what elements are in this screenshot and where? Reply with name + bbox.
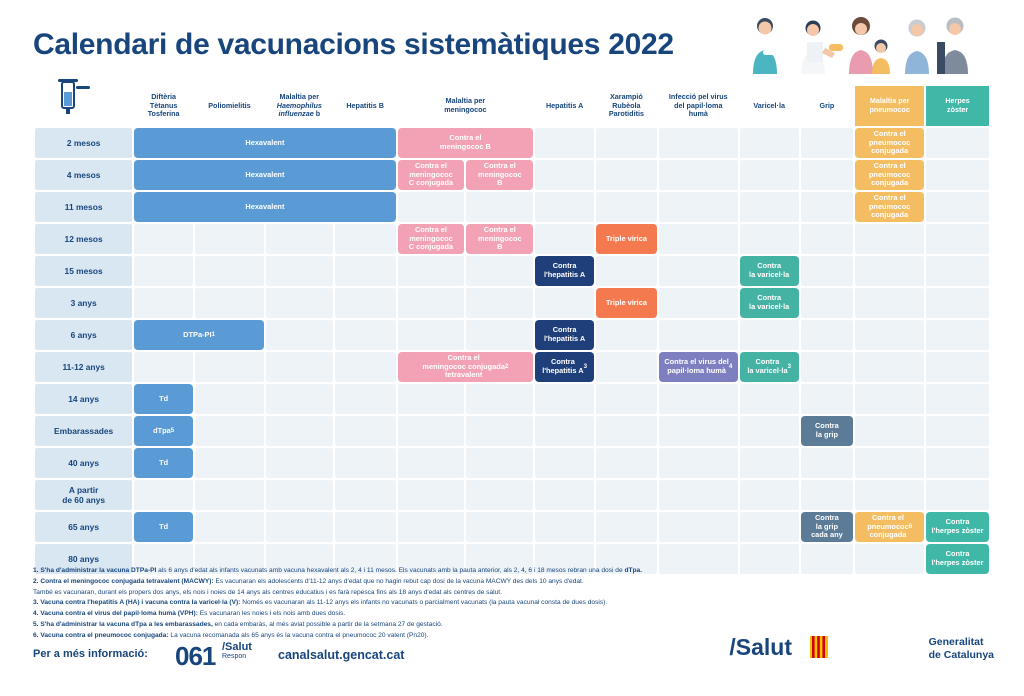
cell-meningo-b xyxy=(466,256,533,286)
cell-grip: Contra la grip xyxy=(801,416,854,446)
cell-meningo-b xyxy=(466,512,533,542)
cell-meningo-b xyxy=(466,192,533,222)
cell-polio xyxy=(195,512,264,542)
footnote-2: 2. Contra el meningococ conjugada tetravalent (MACWY): Es vacunaran els adolescents d'11-12 anys d'edat que no hagin rebut cap dosi de la vacuna MACWY des dels 10 anys d'edat. xyxy=(33,577,584,585)
cell-hib xyxy=(266,480,333,510)
cell-hepa xyxy=(535,160,594,190)
col-header-pneumo: Malaltia per pneumococ xyxy=(855,86,924,126)
cell-vph xyxy=(659,512,738,542)
cell-dtpa-pi: DTPa-PI 1 xyxy=(134,320,264,350)
cell-varicela xyxy=(740,416,799,446)
cell-polio xyxy=(195,352,264,382)
cell-hepb xyxy=(335,352,396,382)
cell-xrp xyxy=(596,512,657,542)
cell-meningo-b xyxy=(466,320,533,350)
cell-grip xyxy=(801,256,854,286)
cell-meningo-c xyxy=(398,192,465,222)
cell-vph xyxy=(659,480,738,510)
cell-meningo-c xyxy=(398,448,465,478)
table-row xyxy=(35,128,989,158)
cell-varicela xyxy=(740,192,799,222)
cell-meningo-b xyxy=(466,448,533,478)
cell-hepb xyxy=(335,416,396,446)
cell-hib xyxy=(266,256,333,286)
salut-respon-main: /Salut xyxy=(222,641,252,653)
cell-meningo-b: Contra el meningococ B xyxy=(466,224,533,254)
cell-polio xyxy=(195,224,264,254)
col-header-age xyxy=(35,86,132,126)
phone-number: 061 xyxy=(175,641,216,671)
cell-meningo-c xyxy=(398,416,465,446)
cell-hib xyxy=(266,448,333,478)
cell-grip xyxy=(801,544,854,574)
generalitat-line1: Generalitat xyxy=(928,636,984,648)
cell-hepa: Contra l'hepatitis A xyxy=(535,320,594,350)
col-header-hib: Malaltia per Haemophilus influenzae b xyxy=(276,91,322,119)
cell-xrp xyxy=(596,160,657,190)
cell-vph xyxy=(659,128,738,158)
cell-meningo-c: Contra el meningococ C conjugada xyxy=(398,224,465,254)
cell-polio xyxy=(195,448,264,478)
cell-vph xyxy=(659,224,738,254)
cell-hepa xyxy=(535,480,594,510)
cell-grip xyxy=(801,384,854,414)
cell-hepb xyxy=(335,384,396,414)
cell-meningo-b xyxy=(466,288,533,318)
row-label-80-anys: 80 anys xyxy=(35,544,132,574)
cell-meningo-b xyxy=(466,416,533,446)
row-label-12-mesos: 12 mesos xyxy=(35,224,132,254)
cell-dtp xyxy=(134,256,193,286)
cell-meningo-c: Contra el meningococ C conjugada xyxy=(398,160,465,190)
footnote-1: 1. S'ha d'administrar la vacuna DTPa-PI als 6 anys d'edat als infants vacunats amb vacuna hexavalent als 2, 4 i 11 mesos. Els vacunats amb la pauta anterior, als 2, 4, 6 i 18 mesos rebran una dosi de dTpa. xyxy=(33,567,643,574)
cell-hepb xyxy=(335,320,396,350)
cell-meningo-b: Contra el meningococ B xyxy=(398,128,534,158)
cell-herpes xyxy=(926,288,989,318)
cell-dtp xyxy=(134,288,193,318)
cell-dtp xyxy=(134,224,193,254)
cell-xrp xyxy=(596,320,657,350)
cell-pneumo: Contra el pneumococ conjugada 6 xyxy=(855,512,924,542)
cell-meningo-c xyxy=(398,320,465,350)
cell-hepa xyxy=(535,288,594,318)
row-label-14-anys: 14 anys xyxy=(35,384,132,414)
cell-xrp xyxy=(596,256,657,286)
cell-hepb xyxy=(335,256,396,286)
cell-pneumo xyxy=(855,224,924,254)
cell-pneumo xyxy=(855,320,924,350)
cell-varicela xyxy=(740,160,799,190)
calendar-table xyxy=(33,84,991,576)
cell-herpes xyxy=(926,256,989,286)
website-link[interactable]: canalsalut.gencat.cat xyxy=(278,648,405,662)
cell-hepa: Contra l'hepatitis A xyxy=(535,256,594,286)
cell-vph xyxy=(659,320,738,350)
cell-xrp: Triple vírica xyxy=(596,288,657,318)
table-row xyxy=(35,448,989,478)
cell-meningo-c xyxy=(398,480,465,510)
cell-varicela xyxy=(740,448,799,478)
cell-herpes xyxy=(926,128,989,158)
table-row xyxy=(35,384,989,414)
row-label-11-12-anys: 11-12 anys xyxy=(35,352,132,382)
cell-grip xyxy=(801,192,854,222)
cell-herpes xyxy=(926,320,989,350)
table-row xyxy=(35,256,989,286)
cell-xrp xyxy=(596,384,657,414)
cell-grip xyxy=(801,288,854,318)
cell-hepb xyxy=(335,224,396,254)
cell-polio xyxy=(195,288,264,318)
salut-respon-sub: Respon xyxy=(222,653,247,660)
cell-hib xyxy=(266,416,333,446)
cell-herpes: Contra l'herpes zòster xyxy=(926,512,989,542)
cell-herpes xyxy=(926,448,989,478)
row-label-a-partir-60-anys: A partir de 60 anys xyxy=(35,480,132,510)
cell-hepb xyxy=(335,448,396,478)
cell-pneumo xyxy=(855,256,924,286)
table-row xyxy=(35,416,989,446)
col-header-xrp: Xarampió Rubèola Parotiditis xyxy=(608,91,644,119)
cell-hepb xyxy=(335,288,396,318)
cell-polio xyxy=(195,480,264,510)
row-label-3-anys: 3 anys xyxy=(35,288,132,318)
cell-hepa xyxy=(535,512,594,542)
cell-hepa xyxy=(535,384,594,414)
cell-td: Td xyxy=(134,448,193,478)
cell-hib xyxy=(266,320,333,350)
cell-grip xyxy=(801,128,854,158)
cell-meningo-b xyxy=(466,384,533,414)
cell-vph xyxy=(659,384,738,414)
footnote-4: 4. Vacuna contra el virus del papil·loma humà (VPH): Es vacunaran les noies i els nois amb dues dosis. xyxy=(33,610,346,617)
cell-varicela xyxy=(740,128,799,158)
table-row xyxy=(35,512,989,542)
cell-hepa xyxy=(535,128,594,158)
vaccination-calendar xyxy=(33,84,991,576)
row-label-65-anys: 65 anys xyxy=(35,512,132,542)
row-label-4-mesos: 4 mesos xyxy=(35,160,132,190)
cell-hepb xyxy=(335,480,396,510)
col-header-herpes: Herpes zòster xyxy=(926,86,989,126)
cell-vph: Contra el virus del papil·loma humà 4 xyxy=(659,352,738,382)
row-label-embarassades: Embarassades xyxy=(35,416,132,446)
cell-td: Td xyxy=(134,384,193,414)
cell-grip-cada-any: Contra la grip cada any xyxy=(801,512,854,542)
cell-varicela xyxy=(740,320,799,350)
cell-varicela xyxy=(740,480,799,510)
footnotes xyxy=(33,566,793,641)
cell-herpes xyxy=(926,224,989,254)
cell-herpes xyxy=(926,160,989,190)
table-row xyxy=(35,160,989,190)
table-row xyxy=(35,320,989,350)
cell-dtp xyxy=(134,480,193,510)
cell-xrp xyxy=(596,416,657,446)
cell-meningo-c xyxy=(398,512,465,542)
cell-vph xyxy=(659,256,738,286)
col-header-meningo: Malaltia per meningococ xyxy=(444,96,487,114)
cell-hepb xyxy=(335,512,396,542)
cell-xrp: Triple vírica xyxy=(596,224,657,254)
cell-varicela xyxy=(740,224,799,254)
cell-varicela: Contra la varicel·la xyxy=(740,288,799,318)
footnote-6: 6. Vacuna contra el pneumococ conjugada: La vacuna recomanada als 65 anys és la vacuna contra el pneumococ 20 valent (Pn20). xyxy=(33,631,429,639)
salut-respon-brand xyxy=(222,642,252,660)
cell-polio xyxy=(195,384,264,414)
cell-hepa: Contra l'hepatitis A 3 xyxy=(535,352,594,382)
row-label-6-anys: 6 anys xyxy=(35,320,132,350)
cell-pneumo xyxy=(855,416,924,446)
cell-hexavalent: Hexavalent xyxy=(134,160,395,190)
cell-pneumo xyxy=(855,384,924,414)
cell-varicela: Contra la varicel·la 3 xyxy=(740,352,799,382)
cell-grip xyxy=(801,352,854,382)
generalitat-line2: de Catalunya xyxy=(928,648,994,661)
cell-hepa xyxy=(535,448,594,478)
cell-vph xyxy=(659,416,738,446)
cell-pneumo xyxy=(855,544,924,574)
cell-meningo-c xyxy=(398,384,465,414)
cell-grip xyxy=(801,160,854,190)
cell-grip xyxy=(801,224,854,254)
table-row xyxy=(35,192,989,222)
page-title: Calendari de vacunacions sistemàtiques 2022 xyxy=(33,28,674,61)
cell-meningo-c xyxy=(398,288,465,318)
cell-pneumo: Contra el pneumococ conjugada xyxy=(855,128,924,158)
row-label-40-anys: 40 anys xyxy=(35,448,132,478)
cell-varicela xyxy=(740,384,799,414)
cell-grip xyxy=(801,320,854,350)
more-info-label: Per a més informació: xyxy=(33,648,148,660)
cell-pneumo xyxy=(855,288,924,318)
cell-hepa xyxy=(535,416,594,446)
cell-herpes xyxy=(926,480,989,510)
cell-herpes xyxy=(926,416,989,446)
cell-herpes xyxy=(926,384,989,414)
cell-dtp xyxy=(134,352,193,382)
cell-grip xyxy=(801,480,854,510)
cell-varicela: Contra la varicel·la xyxy=(740,256,799,286)
people-illustration xyxy=(741,12,1006,80)
cell-herpes: Contra l'herpes zòster xyxy=(926,544,989,574)
cell-xrp xyxy=(596,352,657,382)
cell-meningo-c xyxy=(398,256,465,286)
col-header-polio: Poliomielitis xyxy=(208,100,251,110)
table-row xyxy=(35,224,989,254)
cell-xrp xyxy=(596,128,657,158)
row-label-2-mesos: 2 mesos xyxy=(35,128,132,158)
cell-vph xyxy=(659,448,738,478)
generalitat-shield-icon xyxy=(810,636,828,658)
cell-hib xyxy=(266,352,333,382)
cell-grip xyxy=(801,448,854,478)
col-header-dtp: Diftèria Tètanus Tosferina xyxy=(147,91,180,119)
cell-xrp xyxy=(596,192,657,222)
cell-herpes xyxy=(926,352,989,382)
col-header-grip: Grip xyxy=(819,100,835,110)
cell-polio xyxy=(195,256,264,286)
cell-dtpa: dTpa 5 xyxy=(134,416,193,446)
cell-vph xyxy=(659,288,738,318)
cell-vph xyxy=(659,192,738,222)
cell-hib xyxy=(266,384,333,414)
col-header-vph: Infecció pel virus del papil·loma humà xyxy=(668,91,728,119)
cell-polio xyxy=(195,416,264,446)
footnote-2-extra: També es vacunaran, durant els propers dos anys, els nois i noies de 14 anys als centres educatius i es farà repesca fins als 18 anys d'edat als centres de salut. xyxy=(33,588,502,596)
cell-hib xyxy=(266,224,333,254)
cell-hexavalent: Hexavalent xyxy=(134,192,395,222)
cell-hib xyxy=(266,512,333,542)
cell-hepa xyxy=(535,224,594,254)
table-row xyxy=(35,352,989,382)
col-header-hepb: Hepatitis B xyxy=(346,100,384,110)
cell-varicela xyxy=(740,512,799,542)
col-header-varicela: Varicel·la xyxy=(753,100,785,110)
generalitat-logo-text xyxy=(905,636,994,662)
table-row xyxy=(35,288,989,318)
cell-hib xyxy=(266,288,333,318)
cell-pneumo xyxy=(855,352,924,382)
cell-herpes xyxy=(926,192,989,222)
cell-td: Td xyxy=(134,512,193,542)
footnote-3: 3. Vacuna contra l'hepatitis A (HA) i vacuna contra la varicel·la (V): Només es vacunaran als 11-12 anys els infants no vacunats o parcialment vacunats (la pauta vacunal consta de dues dosis). xyxy=(33,599,608,607)
table-row xyxy=(35,480,989,510)
cell-macwy: Contra el meningococ conjugada tetravalent 2 xyxy=(398,352,534,382)
row-label-15-mesos: 15 mesos xyxy=(35,256,132,286)
cell-hepa xyxy=(535,192,594,222)
cell-vph xyxy=(659,160,738,190)
cell-pneumo: Contra el pneumococ conjugada xyxy=(855,192,924,222)
col-header-hepa: Hepatitis A xyxy=(545,100,584,110)
cell-xrp xyxy=(596,480,657,510)
footnote-5: 5. S'ha d'administrar la vacuna dTpa a les embarassades, en cada embaràs, al més aviat possible a partir de la setmana 27 de gestació. xyxy=(33,620,443,628)
cell-meningo-b: Contra el meningococ B xyxy=(466,160,533,190)
table-header-row xyxy=(35,86,989,126)
cell-meningo-b xyxy=(466,480,533,510)
cell-pneumo xyxy=(855,448,924,478)
salut-logo: /Salut xyxy=(729,634,792,660)
row-label-11-mesos: 11 mesos xyxy=(35,192,132,222)
cell-xrp xyxy=(596,448,657,478)
cell-hexavalent: Hexavalent xyxy=(134,128,395,158)
cell-pneumo: Contra el pneumococ conjugada xyxy=(855,160,924,190)
cell-pneumo xyxy=(855,480,924,510)
